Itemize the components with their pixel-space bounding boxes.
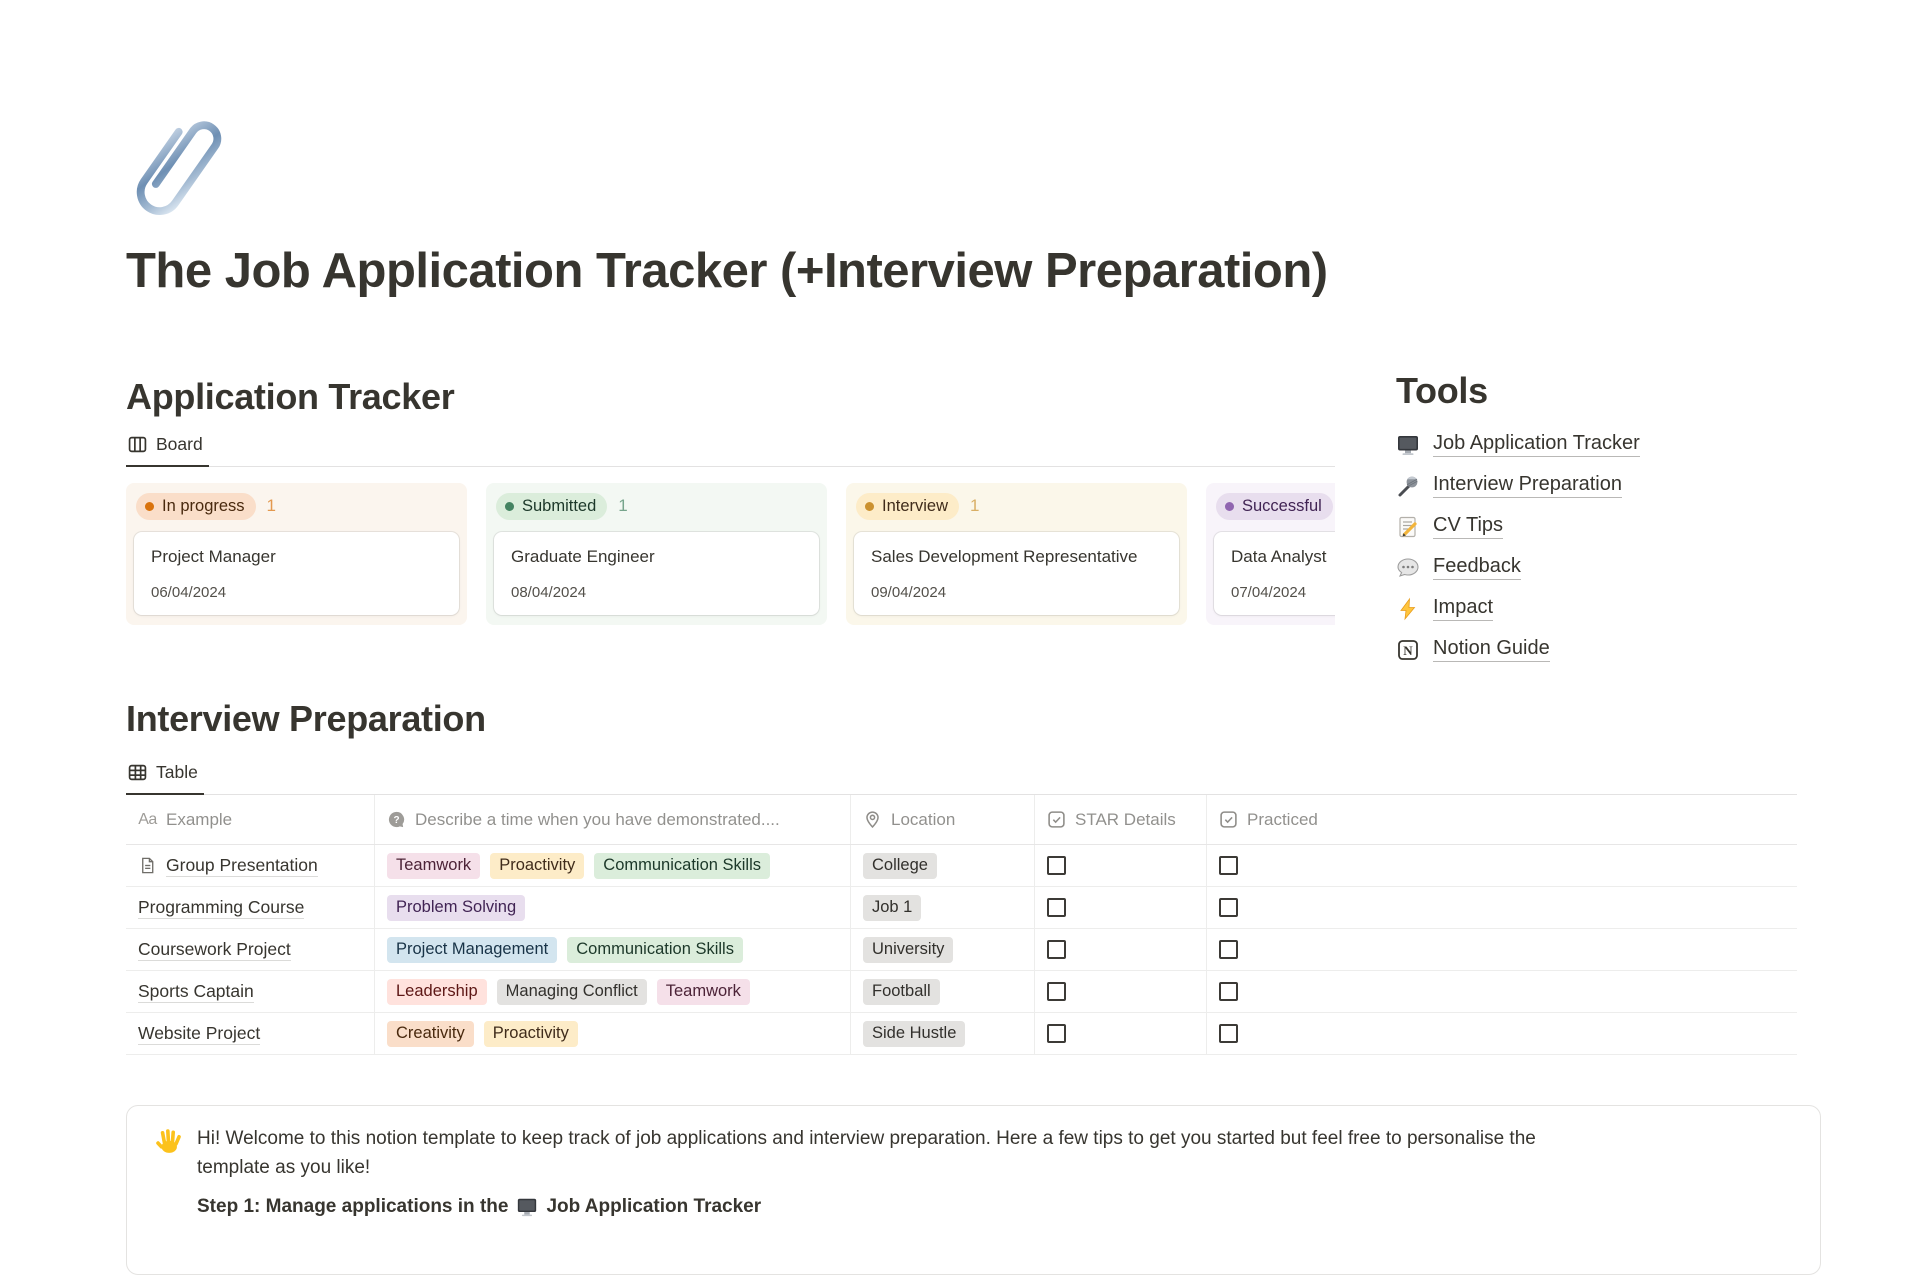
practiced-checkbox[interactable]	[1219, 940, 1238, 959]
table-row	[126, 929, 1797, 971]
table-header-cell[interactable]	[1207, 795, 1797, 844]
application-tracker-section	[126, 376, 1335, 625]
tools-link-label: Interview Preparation	[1433, 473, 1622, 498]
table-header-cell[interactable]	[1035, 795, 1207, 844]
tab-board[interactable]	[126, 432, 209, 467]
star-details-checkbox[interactable]	[1047, 856, 1066, 875]
card-date: 07/04/2024	[1231, 584, 1307, 601]
table-row	[126, 1013, 1797, 1055]
board-tabbar	[126, 432, 1335, 467]
callout-line: Hi! Welcome to this notion template to keep track of job applications and interview preparation. Here a few tips to get you started but feel free to personalise the	[197, 1128, 1536, 1149]
tools-link-label: Job Application Tracker	[1433, 432, 1640, 457]
tools-link-label: Impact	[1433, 596, 1493, 621]
step-link-job-application-tracker[interactable]: Job Application Tracker	[546, 1196, 762, 1217]
board-column	[486, 483, 827, 625]
star-details-checkbox[interactable]	[1047, 940, 1066, 959]
callout-line: template as you like!	[197, 1157, 371, 1178]
skill-tag: Proactivity	[484, 1021, 578, 1047]
status-dot-icon	[1225, 502, 1234, 511]
status-pill[interactable]	[1216, 493, 1333, 520]
skill-tag: Project Management	[387, 937, 557, 963]
svg-text:N: N	[1403, 642, 1413, 658]
practiced-checkbox[interactable]	[1219, 898, 1238, 917]
location-cell[interactable]	[851, 887, 1035, 928]
star-details-cell	[1035, 971, 1207, 1012]
column-header-label: STAR Details	[1075, 809, 1176, 829]
location-cell[interactable]	[851, 845, 1035, 886]
skill-tag: Communication Skills	[567, 937, 743, 963]
notion-logo-icon	[1396, 638, 1420, 662]
table-row	[126, 887, 1797, 929]
board-column-header	[134, 492, 459, 520]
table-header-cell[interactable]	[851, 795, 1035, 844]
location-tag: Job 1	[863, 895, 921, 921]
star-details-checkbox[interactable]	[1047, 898, 1066, 917]
card-title: Data Analyst	[1231, 547, 1327, 566]
star-details-checkbox[interactable]	[1047, 982, 1066, 1001]
card-title: Sales Development Representative	[871, 547, 1138, 566]
status-dot-icon	[505, 502, 514, 511]
skills-cell[interactable]	[375, 971, 851, 1012]
column-count: 1	[970, 496, 980, 515]
table-row	[126, 845, 1797, 887]
table-row	[126, 971, 1797, 1013]
card-date: 08/04/2024	[511, 584, 587, 601]
board-card[interactable]	[1214, 532, 1335, 615]
location-cell[interactable]	[851, 971, 1035, 1012]
tools-link[interactable]	[1396, 588, 1836, 629]
tab-table-label: Table	[156, 762, 198, 782]
column-count: 1	[266, 496, 277, 515]
practiced-cell	[1207, 845, 1797, 886]
board-column-header	[854, 492, 1179, 520]
location-cell[interactable]	[851, 929, 1035, 970]
checkbox-property-icon	[1047, 810, 1066, 829]
interview-preparation-heading: Interview Preparation	[126, 698, 486, 739]
tools-link[interactable]	[1396, 629, 1836, 670]
skill-tag: Proactivity	[490, 853, 584, 879]
star-details-checkbox[interactable]	[1047, 1024, 1066, 1043]
column-count: 1	[618, 496, 628, 515]
board-view-icon	[128, 435, 147, 454]
example-cell[interactable]	[126, 929, 375, 970]
table-header-row	[126, 795, 1797, 845]
skill-tag: Teamwork	[387, 853, 480, 879]
table-tabbar	[126, 760, 1797, 795]
board-card[interactable]	[134, 532, 459, 615]
svg-text:?: ?	[393, 815, 400, 827]
practiced-cell	[1207, 929, 1797, 970]
tools-link[interactable]	[1396, 506, 1836, 547]
tools-link-label: Feedback	[1433, 555, 1521, 580]
column-header-label: Practiced	[1247, 809, 1318, 829]
table-view-icon	[128, 763, 147, 782]
tools-section	[1396, 370, 1836, 670]
callout-step	[197, 1192, 1536, 1221]
skills-cell[interactable]	[375, 845, 851, 886]
status-label: Submitted	[522, 496, 597, 515]
column-header-label: Describe a time when you have demonstrated....	[415, 809, 780, 829]
memo-icon	[1396, 515, 1420, 539]
question-bubble-icon	[387, 810, 406, 829]
status-label: Successful	[1242, 496, 1322, 515]
table-header-cell[interactable]	[126, 795, 375, 844]
lightning-icon	[1396, 597, 1420, 621]
checkbox-property-icon	[1219, 810, 1238, 829]
board-column-header	[1214, 492, 1335, 520]
star-details-cell	[1035, 1013, 1207, 1054]
paperclip-icon[interactable]	[124, 104, 244, 238]
microphone-icon	[1396, 474, 1420, 498]
table-header-cell[interactable]	[375, 795, 851, 844]
column-header-label: Location	[891, 809, 956, 829]
step-prefix: Step 1: Manage applications in the	[197, 1196, 509, 1217]
board	[126, 483, 1335, 625]
star-details-cell	[1035, 887, 1207, 928]
practiced-checkbox[interactable]	[1219, 982, 1238, 1001]
tools-link[interactable]	[1396, 547, 1836, 588]
callout-text	[197, 1124, 1536, 1221]
page-title: The Job Application Tracker (+Interview Preparation)	[126, 244, 1328, 298]
board-card[interactable]	[854, 532, 1179, 615]
status-dot-icon	[865, 502, 874, 511]
skill-tag: Problem Solving	[387, 895, 525, 921]
board-card[interactable]	[494, 532, 819, 615]
card-date: 09/04/2024	[871, 584, 947, 601]
skills-cell[interactable]	[375, 1013, 851, 1054]
star-details-cell	[1035, 929, 1207, 970]
status-pill[interactable]	[496, 493, 607, 520]
tools-link-label: CV Tips	[1433, 514, 1503, 539]
practiced-checkbox[interactable]	[1219, 1024, 1238, 1043]
text-property-icon: Aa	[138, 810, 157, 828]
tab-table[interactable]	[126, 760, 204, 795]
prep-table	[126, 795, 1797, 1055]
location-cell[interactable]	[851, 1013, 1035, 1054]
status-label: Interview	[882, 496, 949, 515]
tools-link[interactable]	[1396, 424, 1836, 465]
location-tag: College	[863, 853, 937, 879]
interview-preparation-section	[126, 698, 1797, 1055]
row-title: Programming Course	[138, 896, 305, 917]
tab-board-label: Board	[156, 434, 203, 454]
raised-hand-icon	[155, 1127, 183, 1155]
location-tag: University	[863, 937, 953, 963]
monitor-icon	[1396, 433, 1420, 457]
status-pill[interactable]	[856, 493, 959, 520]
skills-cell[interactable]	[375, 887, 851, 928]
card-title: Graduate Engineer	[511, 547, 655, 566]
board-column	[846, 483, 1187, 625]
board-column-header	[494, 492, 819, 520]
star-details-cell	[1035, 845, 1207, 886]
skill-tag: Creativity	[387, 1021, 474, 1047]
skills-cell[interactable]	[375, 929, 851, 970]
tools-list	[1396, 424, 1836, 670]
location-pin-icon	[863, 810, 882, 829]
practiced-cell	[1207, 971, 1797, 1012]
tools-heading: Tools	[1396, 370, 1488, 411]
board-column	[1206, 483, 1335, 625]
location-tag: Side Hustle	[863, 1021, 965, 1047]
status-label: In progress	[162, 496, 245, 515]
skill-tag: Teamwork	[657, 979, 750, 1005]
skill-tag: Managing Conflict	[497, 979, 647, 1005]
application-tracker-heading: Application Tracker	[126, 376, 455, 417]
column-header-label: Example	[166, 809, 233, 829]
example-cell[interactable]	[126, 845, 375, 886]
practiced-cell	[1207, 887, 1797, 928]
card-title: Project Manager	[151, 547, 276, 566]
example-cell[interactable]	[126, 887, 375, 928]
practiced-checkbox[interactable]	[1219, 856, 1238, 875]
row-title: Coursework Project	[138, 938, 291, 959]
board-column	[126, 483, 467, 625]
skill-tag: Leadership	[387, 979, 487, 1005]
example-cell[interactable]	[126, 1013, 375, 1054]
practiced-cell	[1207, 1013, 1797, 1054]
skill-tag: Communication Skills	[594, 853, 770, 879]
status-pill[interactable]	[136, 493, 256, 520]
row-title: Website Project	[138, 1022, 261, 1043]
page-icon	[138, 856, 157, 875]
tools-link-label: Notion Guide	[1433, 637, 1550, 662]
speech-balloon-icon	[1396, 556, 1420, 580]
card-date: 06/04/2024	[151, 584, 227, 601]
row-title: Sports Captain	[138, 980, 254, 1001]
location-tag: Football	[863, 979, 940, 1005]
tools-link[interactable]	[1396, 465, 1836, 506]
example-cell[interactable]	[126, 971, 375, 1012]
status-dot-icon	[145, 502, 154, 511]
row-title: Group Presentation	[166, 854, 318, 875]
welcome-callout	[126, 1105, 1821, 1275]
